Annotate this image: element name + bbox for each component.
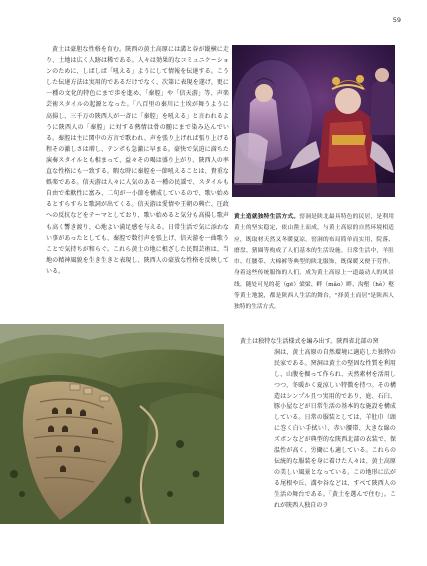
left-text-column <box>46 44 229 277</box>
body-paragraph: 黄土は独特な生活様式を編み出す。陝西省北部の窯 <box>240 338 379 345</box>
photo-caption <box>234 212 394 314</box>
body-paragraph: 洞は、黄土高原の自然環境に適応した独特の民家である。窯洞は黄土の堅固な性質を利用し、山腹を掘って作られ、天然素材を活用しつつ、冬暖かく夏涼しい特徴を持つ。その構造はシンプル且つ実用的であり、庭、石臼、豚小屋などが日常生活の基本的な施設を構成している。日常の服装としては、羊肚巾（頭に巻く白い手拭い）、赤い腰帯、大きな綿のズボンなどが典型的な陝西北部の衣装で、保温性が高く、労働にも適している。これらの伝統的な服装を身に着けた人々は、黄土高原の美しい風景となっている。この地形に広がる尾根や丘、溝や谷などは、すべて陝西人の生活の舞台である。「黄土を選んで住む」。これが陝西人独自のラ <box>274 348 396 509</box>
right-text-column <box>234 337 396 512</box>
loess-cave-dwellings-aerial-image <box>0 324 224 524</box>
body-paragraph: 黄土は豪胆な性格を育む。陝西の黄土高原には溝と谷が縦横に走り、土地は広く人跡は稀である。人々は効果的なコミュニケーションのために、しばしば「吼える」ようにして情報を伝達する。こうした伝達方法は実用的であるだけでなく、次第に表現を遂げ、更に一種の文化的特色にまで歩を進め、「秦腔」や「信天游」等、声楽芸術スタイルの起源となった。「八百里の秦川に土埃が舞うように高揚し、三千万の陝西人が一斉に「秦腔」を吼える」と言われるように陝西人の「秦腔」に対する熱情は骨の髄にまで染み込んでいる。秦腔は主に関中の方言で歌われ、声を張り上げれば張り上げる程その激しさは増し、テンポも急激に早まる。豪快で気迫に満ちた演奏スタイルとも相まって、益々その喝は盛り上がり、陝西人の率直な性格にも一致する。暇な時に秦腔を一節吼えることは、貴重な娯楽である。信天游は人々に人気のある一種の民謡で、スタイルも自由で柔軟性に富み、二句が一小節を構成しているので、歌い始めるとすらすらと歌詞が出てくる。信天游は愛情や王朝の興亡、圧政への反抗などをテーマとしており、歌い始めると気分も高揚し歌声も高く響き渡り、心地よい満足感を与える。日常生活で気に添わない事があったとしても、秦腔で数行声を張上げ、信天游を一曲歌うことで気持ちが和らぐ。これら黄土の地に根ざした民間芸術は、当地の精神風貌を生き生きと表現し、陝西人の豪放な性格を反映している。 <box>46 46 229 275</box>
page-number: 59 <box>392 16 401 24</box>
opera-photo-illustration <box>232 45 395 197</box>
loess-photo-illustration <box>0 324 224 524</box>
opera-performers-image <box>232 45 395 197</box>
caption-body: 窑洞是陕北最具特色的民居，是利用黄土的坚实稳定，依山凿土而成，与黄土高原的自然环境相适应，既取材天然又冬暖夏凉。窑洞的布局简单而实用，院落、磨盘、猪圈等构成了人们基本的生活设施。日常生活中，羊肚巾、红腰带、大棉裤等典型的陕北服饰，既保暖又便于劳作。身着这些传统服饰的人们，成为黄土高原上一道最动人的风景线。随处可见的花（gē）梁梁、畔（mǎo）畔、沟壑（hè）壑等黄土地貌，都是陕西人生活的舞台，"择黄土而居"是陕西人独特的生活方式。 <box>234 214 394 311</box>
caption-title: 黄土造就独特生活方式。 <box>234 214 300 220</box>
